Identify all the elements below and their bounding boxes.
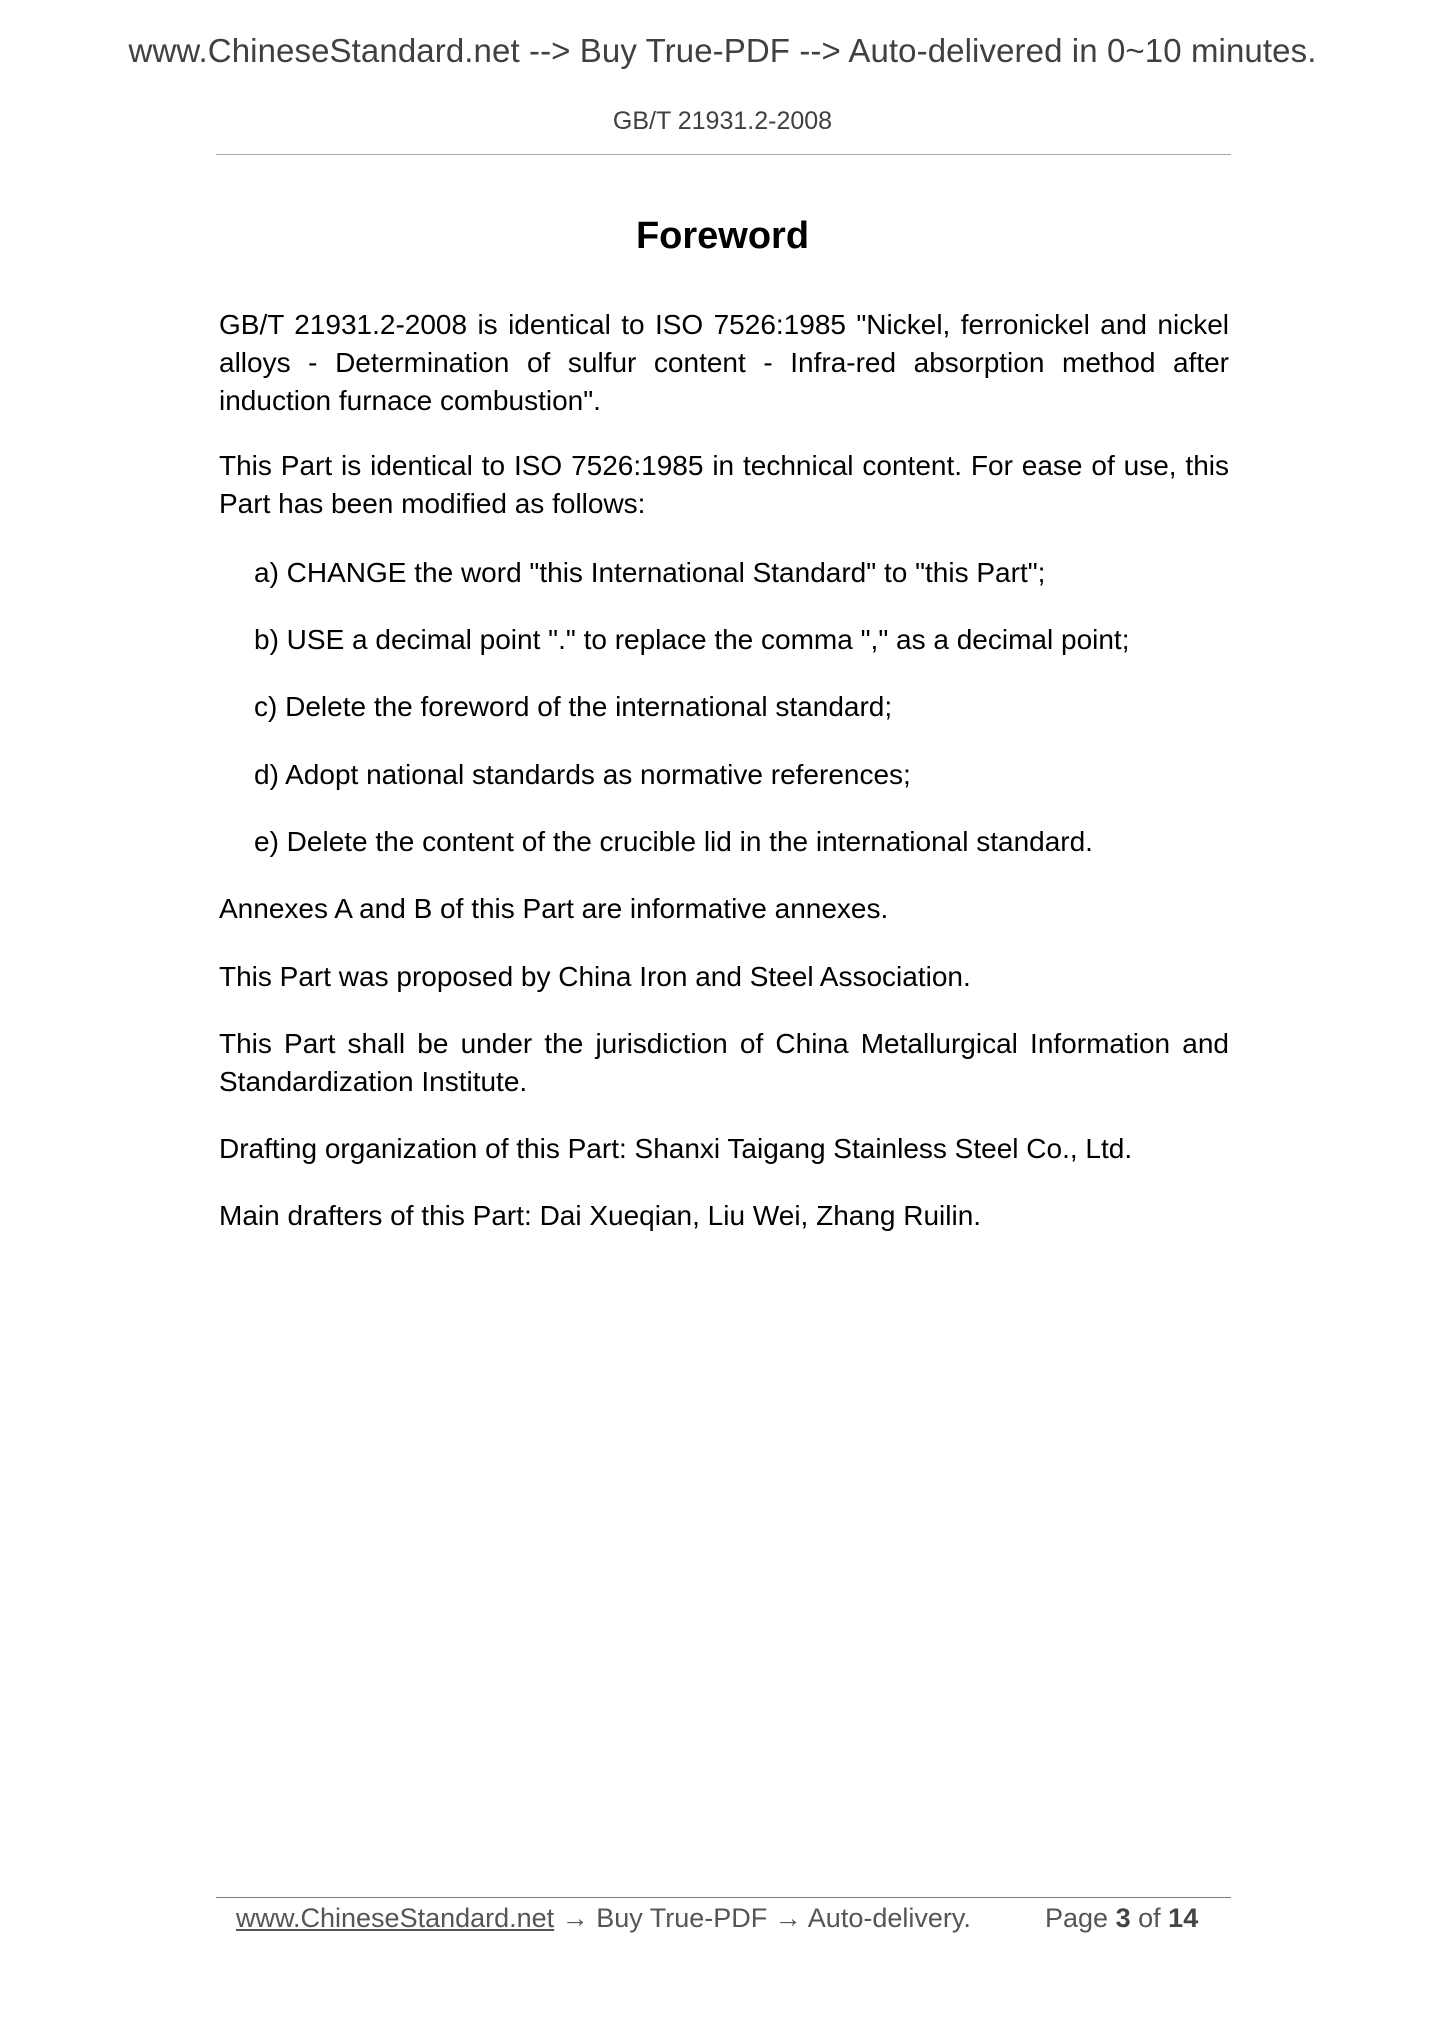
- top-banner: www.ChineseStandard.net --> Buy True-PDF --> Auto-delivered in 0~10 minutes.: [128, 32, 1317, 69]
- footer-delivery-text: Auto-delivery.: [807, 1903, 971, 1933]
- paragraph-drafting-organization: Drafting organization of this Part: Shanxi Taigang Stainless Steel Co., Ltd.: [219, 1133, 1133, 1164]
- current-page-number: 3: [1115, 1903, 1131, 1933]
- footer-buy-text: Buy True-PDF: [596, 1903, 768, 1933]
- footer-links: [236, 1903, 971, 1934]
- list-item-a: a) CHANGE the word "this International Standard" to "this Part";: [254, 557, 1046, 588]
- page-label: Page: [1045, 1903, 1109, 1933]
- total-pages-number: 14: [1168, 1903, 1199, 1933]
- paragraph-main-drafters: Main drafters of this Part: Dai Xueqian, Liu Wei, Zhang Ruilin.: [219, 1200, 982, 1231]
- page-indicator: [1045, 1903, 1198, 1934]
- list-item-e: e) Delete the content of the crucible lid in the international standard.: [254, 826, 1093, 857]
- arrow-right-icon: →: [774, 1903, 802, 1933]
- list-item-b: b) USE a decimal point "." to replace the comma "," as a decimal point;: [254, 624, 1130, 655]
- paragraph-jurisdiction: This Part shall be under the jurisdiction of China Metallurgical Information and Standardization Institute.: [219, 1028, 1229, 1097]
- footer-site-link[interactable]: www.ChineseStandard.net: [236, 1903, 555, 1933]
- of-label: of: [1138, 1903, 1161, 1933]
- list-item-d: d) Adopt national standards as normative references;: [254, 759, 911, 790]
- document-code: GB/T 21931.2-2008: [612, 107, 833, 135]
- page-title: Foreword: [635, 215, 810, 257]
- paragraph-identity: GB/T 21931.2-2008 is identical to ISO 7526:1985 "Nickel, ferronickel and nickel alloys - Determination of sulfur content - Infra-red absorption method after induction furnace combustion".: [219, 309, 1229, 416]
- paragraph-annexes: Annexes A and B of this Part are informative annexes.: [219, 893, 889, 924]
- paragraph-modifications: This Part is identical to ISO 7526:1985 in technical content. For ease of use, this Part has been modified as follows:: [219, 450, 1229, 519]
- footer-divider: [216, 1897, 1231, 1898]
- list-item-c: c) Delete the foreword of the international standard;: [254, 691, 893, 722]
- header-divider: [216, 154, 1231, 155]
- paragraph-proposed-by: This Part was proposed by China Iron and Steel Association.: [219, 961, 971, 992]
- arrow-right-icon: →: [561, 1903, 589, 1933]
